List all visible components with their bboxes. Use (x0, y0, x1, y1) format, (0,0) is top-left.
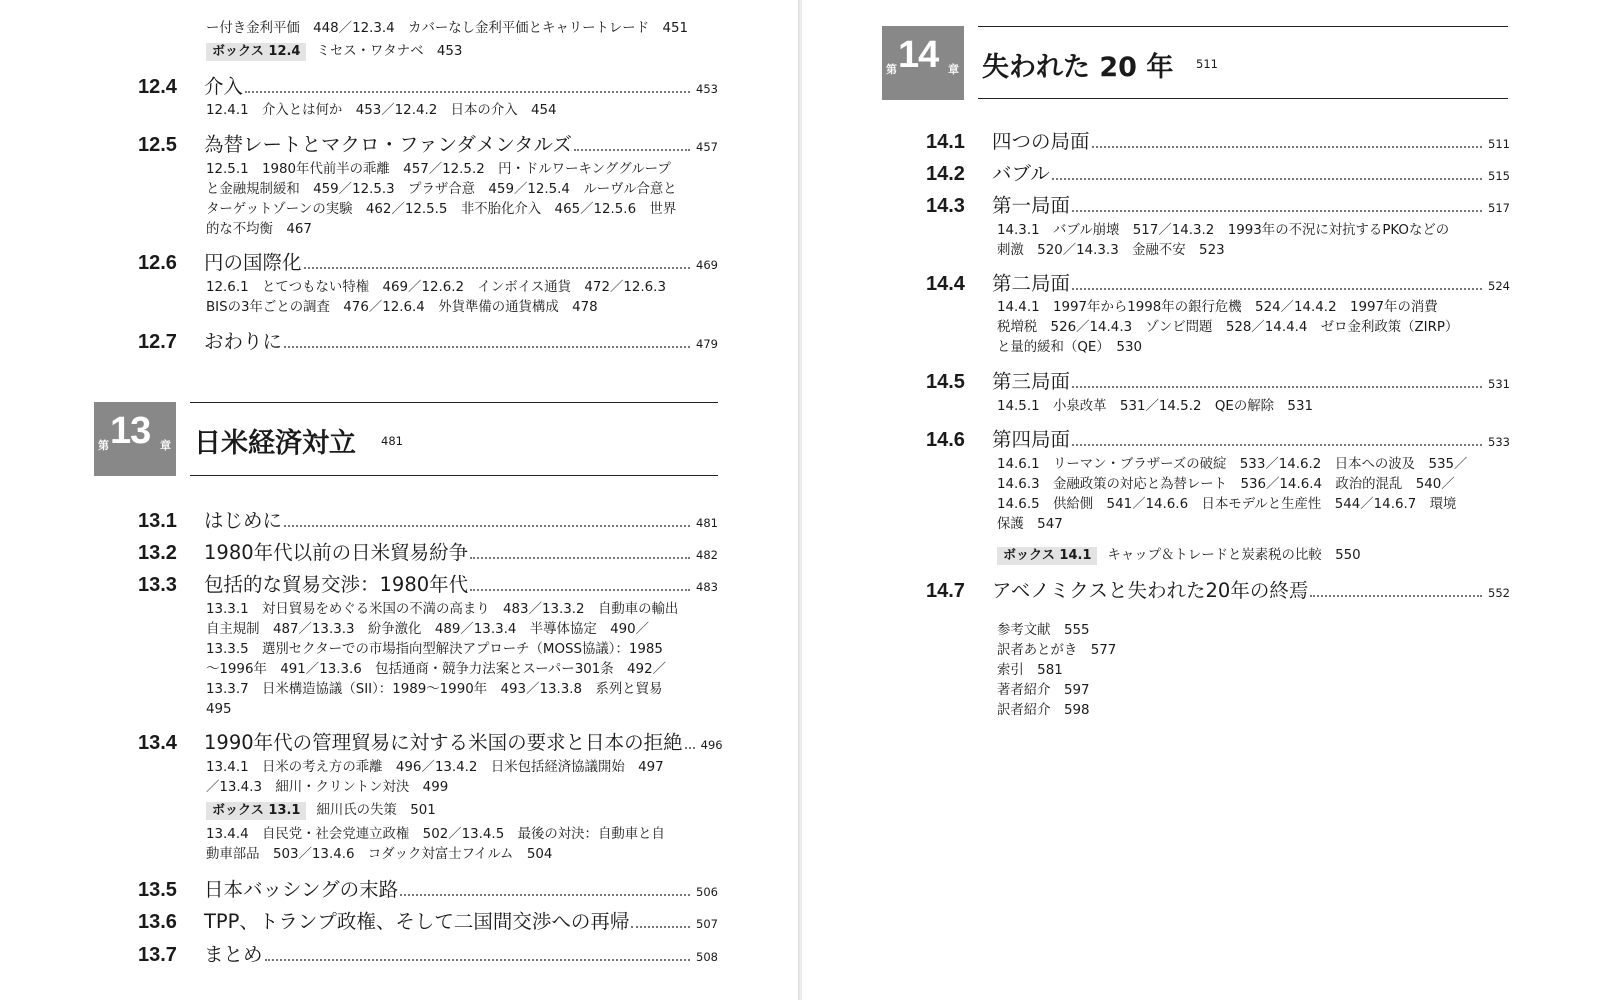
box-item (206, 42, 462, 62)
chapter-prefix: 第 (98, 439, 109, 452)
subsection-line: 13.4.1 日米の考え方の乖離 496／13.4.2 日米包括経済協議開始 497 (206, 760, 664, 775)
section-title: 第三局面 (992, 370, 1071, 393)
toc-section-12-6[interactable] (138, 247, 718, 275)
section-number: 13.6 (138, 911, 177, 933)
section-page: 531 (1488, 377, 1510, 391)
leader-dots (470, 589, 690, 591)
chapter-rule-top (190, 402, 718, 403)
box-label: ボックス 13.1 (206, 802, 306, 820)
toc-section-12-7[interactable] (138, 326, 718, 354)
section-page: 481 (696, 516, 718, 530)
section-number: 14.5 (926, 371, 965, 393)
toc-section-13-4[interactable] (138, 727, 723, 755)
continuation-line: ー付き金利平価 448／12.3.4 カバーなし金利平価とキャリートレード 451 (206, 21, 689, 36)
subsection-line: 14.6.5 供給側 541／14.6.6 日本モデルと生産性 544／14.6.7 環境 (997, 497, 1457, 512)
leader-dots (400, 894, 690, 896)
back-matter-author-profile[interactable]: 著者紹介 597 (997, 683, 1090, 698)
subsection-line: 12.5.1 1980年代前半の乖離 457／12.5.2 円・ドルワーキンググループ (206, 162, 671, 177)
leader-dots (284, 525, 690, 527)
chapter-suffix: 章 (948, 63, 959, 76)
section-page: 517 (1488, 201, 1510, 215)
leader-dots (1310, 595, 1482, 597)
chapter-number: 14 (898, 34, 939, 76)
section-number: 12.6 (138, 252, 177, 274)
subsection-line: 刺激 520／14.3.3 金融不安 523 (997, 243, 1225, 258)
toc-section-13-6[interactable] (138, 906, 718, 934)
section-number: 13.7 (138, 944, 177, 966)
section-title: 介入 (204, 75, 244, 98)
leader-dots (1072, 288, 1482, 290)
section-title: おわりに (204, 330, 283, 353)
box-text: キャップ＆トレードと炭素税の比較 550 (1107, 548, 1361, 563)
leader-dots (685, 747, 695, 749)
toc-section-13-1[interactable] (138, 505, 718, 533)
section-number: 14.3 (926, 195, 965, 217)
section-page: 479 (696, 337, 718, 351)
subsection-line: と量的緩和（QE） 530 (997, 340, 1142, 355)
section-page: 508 (696, 950, 718, 964)
leader-dots (1072, 386, 1482, 388)
subsection-line: 的な不均衡 467 (206, 222, 312, 237)
box-text: ミセス・ワタナベ 453 (316, 44, 463, 59)
section-page: 453 (696, 82, 718, 96)
right-page (802, 0, 1601, 1000)
subsection-line: 495 (206, 702, 232, 717)
subsection-line: 13.3.1 対日貿易をめぐる米国の不満の高まり 483／13.3.2 自動車の輸出 (206, 602, 679, 617)
section-number: 14.2 (926, 163, 965, 185)
section-number: 13.3 (138, 574, 177, 596)
section-number: 14.4 (926, 273, 965, 295)
section-number: 14.6 (926, 429, 965, 451)
section-title: 1990年代の管理貿易に対する米国の要求と日本の拒絶 (204, 731, 683, 754)
subsection-line: 自主規制 487／13.3.3 紛争激化 489／13.3.4 半導体協定 490／ (206, 622, 650, 637)
leader-dots (1072, 444, 1482, 446)
leader-dots (1052, 178, 1482, 180)
section-number: 13.5 (138, 879, 177, 901)
chapter-number: 13 (110, 410, 151, 452)
section-title: バブル (992, 162, 1050, 185)
toc-section-14-6[interactable] (926, 424, 1510, 452)
box-item (206, 801, 436, 821)
section-number: 13.2 (138, 542, 177, 564)
chapter-prefix: 第 (886, 63, 897, 76)
section-title: 第一局面 (992, 194, 1071, 217)
section-title: 1980年代以前の日米貿易紛争 (204, 541, 469, 564)
subsection-line: 14.6.1 リーマン・ブラザーズの破綻 533／14.6.2 日本への波及 535／ (997, 457, 1468, 472)
subsection-line: 14.5.1 小泉改革 531／14.5.2 QEの解除 531 (997, 399, 1313, 414)
section-number: 13.1 (138, 510, 177, 532)
leader-dots (574, 149, 690, 151)
section-number: 12.5 (138, 134, 177, 156)
section-page: 515 (1488, 169, 1510, 183)
toc-section-14-2[interactable] (926, 158, 1510, 186)
leader-dots (304, 267, 691, 269)
subsection-line: 14.6.3 金融政策の対応と為替レート 536／14.6.4 政治的混乱 540／ (997, 477, 1455, 492)
back-matter-references[interactable]: 参考文献 555 (997, 623, 1090, 638)
section-title: 四つの局面 (992, 130, 1090, 153)
section-title: はじめに (204, 509, 283, 532)
section-page: 469 (696, 258, 718, 272)
toc-section-14-4[interactable] (926, 268, 1510, 296)
subsection-line: ／13.4.3 細川・クリントン対決 499 (206, 780, 449, 795)
back-matter-index[interactable]: 索引 581 (997, 663, 1063, 678)
subsection-line: BISの3年ごとの調査 476／12.6.4 外貨準備の通貨構成 478 (206, 300, 598, 315)
chapter-rule-bottom (978, 98, 1508, 99)
section-number: 13.4 (138, 732, 177, 754)
section-page: 524 (1488, 279, 1510, 293)
toc-section-12-4[interactable] (138, 71, 718, 99)
subsection-line: 12.4.1 介入とは何か 453／12.4.2 日本の介入 454 (206, 103, 557, 118)
toc-section-12-5[interactable] (138, 129, 718, 157)
box-item (997, 546, 1361, 566)
subsection-line: 税増税 526／14.4.3 ゾンビ問題 528／14.4.4 ゼロ金利政策（ZIRP） (997, 320, 1459, 335)
box-label: ボックス 14.1 (997, 547, 1097, 565)
section-number: 14.7 (926, 580, 965, 602)
box-text: 細川氏の失策 501 (316, 803, 436, 818)
section-title: まとめ (204, 943, 263, 966)
toc-section-14-7[interactable] (926, 575, 1510, 603)
section-page: 482 (696, 548, 718, 562)
section-page: 506 (696, 885, 718, 899)
chapter-title: 日米経済対立 (194, 428, 356, 459)
back-matter-translator-profile[interactable]: 訳者紹介 598 (997, 703, 1090, 718)
subsection-line: 14.4.1 1997年から1998年の銀行危機 524／14.4.2 1997年の消費 (997, 300, 1438, 315)
leader-dots (470, 557, 690, 559)
back-matter-translator-afterword[interactable]: 訳者あとがき 577 (997, 643, 1117, 658)
section-number: 14.1 (926, 131, 965, 153)
chapter-suffix: 章 (160, 439, 171, 452)
chapter-rule-bottom (190, 475, 718, 476)
section-title: アベノミクスと失われた20年の終焉 (992, 579, 1309, 602)
section-page: 507 (696, 917, 718, 931)
toc-section-14-1[interactable] (926, 126, 1510, 154)
chapter-page: 481 (381, 434, 403, 448)
section-title: TPP、トランプ政権、そして二国間交渉への再帰 (204, 910, 630, 933)
section-number: 12.4 (138, 76, 177, 98)
subsection-line: 12.6.1 とてつもない特権 469／12.6.2 インボイス通貨 472／12.6.3 (206, 280, 666, 295)
section-page: 496 (700, 738, 723, 752)
subsection-line: 14.3.1 バブル崩壊 517／14.3.2 1993年の不況に対抗するPKOなどの (997, 223, 1450, 238)
subsection-line: 13.4.4 自民党・社会党連立政権 502／13.4.5 最後の対決：自動車と自 (206, 827, 665, 842)
leader-dots (245, 91, 690, 93)
subsection-line: 13.3.7 日米構造協議（SII）：1989～1990年 493／13.3.8 系列と貿易 (206, 682, 663, 697)
section-title: 包括的な貿易交渉：1980年代 (204, 573, 469, 596)
chapter-number-block (94, 402, 176, 476)
chapter-page: 511 (1196, 57, 1218, 71)
subsection-line: ターゲットゾーンの実験 462／12.5.5 非不胎化介入 465／12.5.6 世界 (206, 202, 677, 217)
subsection-line: 動車部品 503／13.4.6 コダック対富士フイルム 504 (206, 847, 553, 862)
chapter-rule-top (978, 26, 1508, 27)
section-title: 為替レートとマクロ・ファンダメンタルズ (204, 133, 572, 156)
toc-section-13-3[interactable] (138, 569, 718, 597)
chapter-number-block (882, 26, 964, 100)
subsection-line: と金融規制緩和 459／12.5.3 プラザ合意 459／12.5.4 ルーヴル合意と (206, 182, 677, 197)
section-title: 第二局面 (992, 272, 1071, 295)
chapter-title: 失われた 20 年 (982, 52, 1174, 83)
toc-section-13-2[interactable] (138, 537, 718, 565)
subsection-line: 13.3.5 選別セクターでの市場指向型解決アプローチ（MOSS協議）：1985 (206, 642, 663, 657)
toc-section-14-5[interactable] (926, 366, 1510, 394)
section-title: 第四局面 (992, 428, 1071, 451)
subsection-line: 保護 547 (997, 517, 1063, 532)
section-number: 12.7 (138, 331, 177, 353)
leader-dots (265, 959, 691, 961)
left-page (0, 0, 798, 1000)
toc-section-13-5[interactable] (138, 874, 718, 902)
subsection-line: ～1996年 491／13.3.6 包括通商・競争力法案とスーパー301条 492／ (206, 662, 666, 677)
toc-section-13-7[interactable] (138, 939, 718, 967)
section-title: 日本バッシングの末路 (204, 878, 399, 901)
section-page: 552 (1488, 586, 1510, 600)
section-page: 533 (1488, 435, 1510, 449)
leader-dots (284, 346, 690, 348)
section-page: 457 (696, 140, 718, 154)
toc-section-14-3[interactable] (926, 190, 1510, 218)
section-title: 円の国際化 (204, 251, 302, 274)
leader-dots (631, 926, 690, 928)
box-label: ボックス 12.4 (206, 43, 306, 61)
section-page: 483 (696, 580, 718, 594)
leader-dots (1092, 146, 1483, 148)
section-page: 511 (1488, 137, 1510, 151)
leader-dots (1072, 210, 1482, 212)
